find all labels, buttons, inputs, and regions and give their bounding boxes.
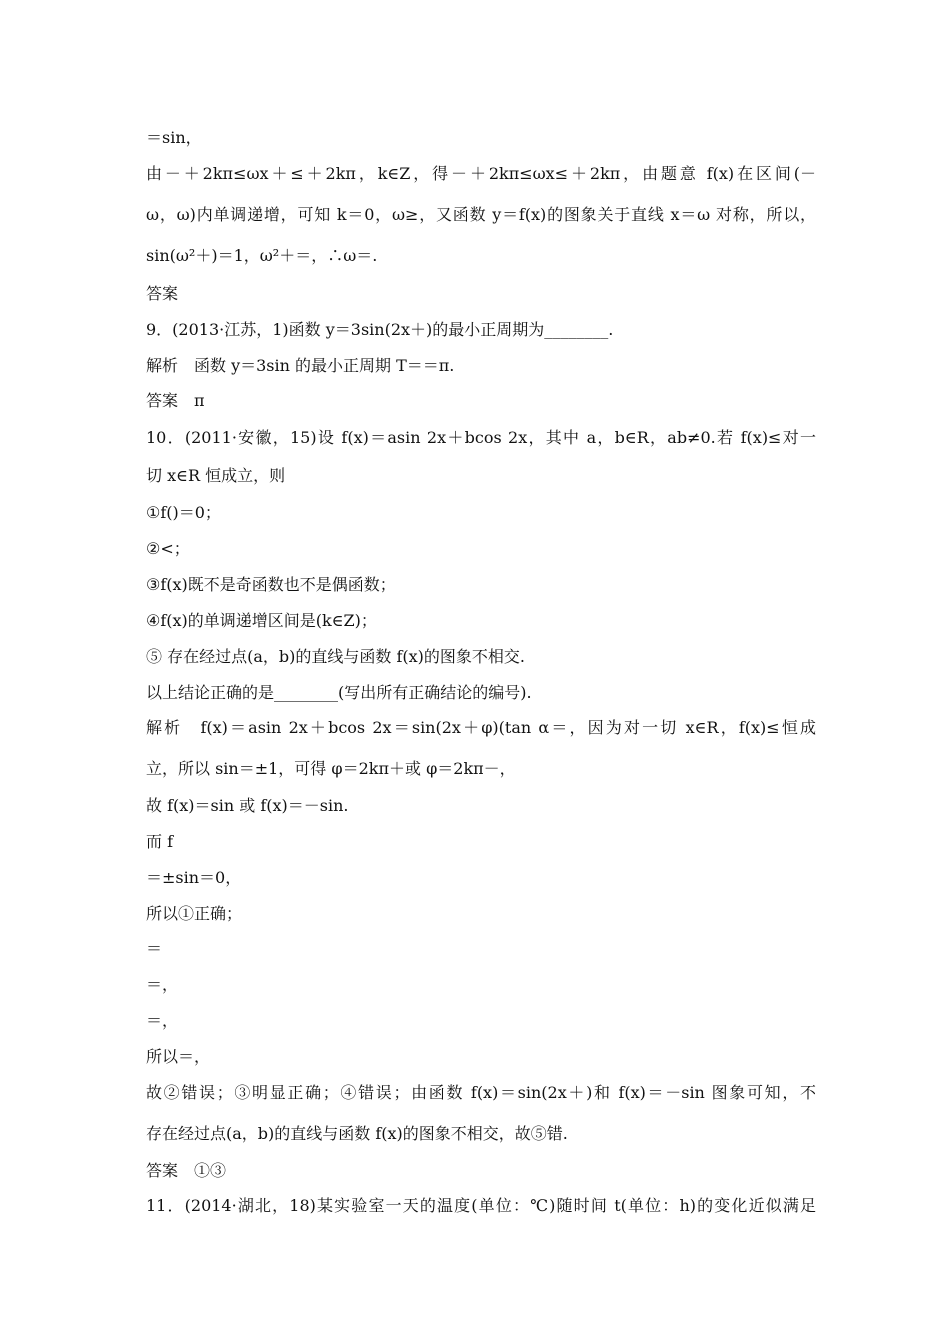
text-line: 存在经过点(a，b)的直线与函数 f(x)的图象不相交，故⑤错. (146, 1124, 568, 1143)
analysis-10: 解析 f(x)＝asin 2x＋bcos 2x＝sin(2x＋φ)(tan α＝，因为对一切 x∈R，f(x)≤恒成 (146, 718, 816, 737)
text-line: ω，ω)内单调递增，可知 k＝0，ω≥，又函数 y＝f(x)的图象关于直线 x＝ω 对称，所以， (146, 205, 816, 224)
text-line: 所以＝， (146, 1047, 211, 1066)
answer-10: 答案 ①③ (146, 1161, 227, 1180)
text-line: 故②错误；③明显正确；④错误；由函数 f(x)＝sin(2x＋)和 f(x)＝－sin 图象可知，不 (146, 1083, 816, 1102)
question-11: 11．(2014·湖北，18)某实验室一天的温度(单位：℃)随时间 t(单位：h)的变化近似满足 (146, 1196, 816, 1215)
option-3: ③f(x)既不是奇函数也不是偶函数； (146, 575, 396, 594)
question-10: 10．(2011·安徽，15)设 f(x)＝asin 2x＋bcos 2x，其中 a，b∈R，ab≠0.若 f(x)≤对一 (146, 428, 816, 447)
text-line: ＝sin， (146, 128, 202, 147)
text-line: 由－＋2kπ≤ωx＋≤＋2kπ，k∈Z，得－＋2kπ≤ωx≤＋2kπ，由题意 f(x)在区间(－ (146, 164, 816, 183)
text-line: 立，所以 sin＝±1，可得 φ＝2kπ＋或 φ＝2kπ－， (146, 759, 516, 778)
text-line: 故 f(x)＝sin 或 f(x)＝－sin. (146, 796, 349, 815)
text-line: 以上结论正确的是________(写出所有正确结论的编号). (146, 683, 532, 702)
text-line: ＝±sin＝0， (146, 868, 242, 887)
text-line: ＝ (146, 939, 163, 958)
text-line: 切 x∈R 恒成立，则 (146, 466, 286, 485)
answer-label: 答案 (146, 284, 179, 303)
option-5: ⑤ 存在经过点(a，b)的直线与函数 f(x)的图象不相交. (146, 647, 525, 666)
text-line: 而 f (146, 832, 174, 851)
text-line: ＝， (146, 975, 179, 994)
text-line: 所以①正确； (146, 904, 243, 923)
answer-9: 答案 π (146, 391, 205, 410)
text-line: ＝， (146, 1011, 179, 1030)
option-4: ④f(x)的单调递增区间是(k∈Z)； (146, 611, 377, 630)
option-1: ①f()＝0； (146, 503, 221, 522)
text-line: sin(ω²＋)＝1，ω²＋＝，∴ω＝. (146, 246, 378, 265)
question-9: 9．(2013·江苏，1)函数 y＝3sin(2x＋)的最小正周期为________. (146, 320, 614, 339)
option-2: ②<； (146, 539, 190, 558)
analysis-9: 解析 函数 y＝3sin 的最小正周期 T＝＝π. (146, 356, 455, 375)
